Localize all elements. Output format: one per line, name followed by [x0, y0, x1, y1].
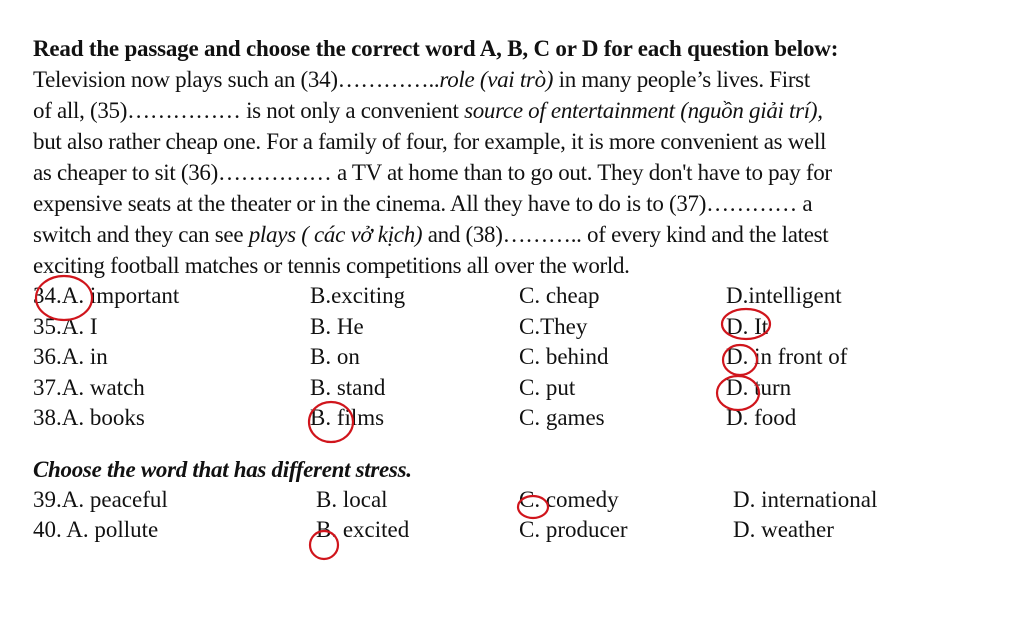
question-row-38	[33, 403, 1008, 434]
option-a: 37.A. watch	[33, 374, 145, 400]
passage-line-7: exciting football matches or tennis competitions all over the world.	[33, 253, 630, 278]
passage-line-4: as cheaper to sit (36)…………… a TV at home than to go out. They don't have to pay for	[33, 160, 832, 185]
option-d: D. food	[726, 405, 797, 430]
option-b: B. He	[310, 313, 364, 339]
option-d: D.intelligent	[726, 283, 842, 308]
passage-text: Television now plays such an (34)…………..	[33, 67, 440, 92]
option-b: B. on	[310, 344, 360, 369]
option-c: C. put	[519, 374, 576, 400]
option-d: D. weather	[733, 517, 834, 542]
option-c: C. producer	[519, 517, 628, 542]
option-c: C. games	[519, 405, 605, 430]
passage-text: of all, (35)…………… is not only a convenient	[33, 98, 465, 123]
option-b: B. films	[310, 405, 385, 430]
question-row-37	[33, 373, 1008, 404]
option-d: D. It	[726, 313, 769, 339]
passage-gloss: role (vai trò)	[439, 67, 554, 92]
option-c: C. behind	[519, 344, 609, 369]
option-b: B. stand	[310, 374, 386, 400]
passage-text: switch and they can see	[33, 222, 249, 247]
option-d: D. in front of	[726, 344, 848, 369]
passage-gloss: source of entertainment (nguồn giải trí),	[464, 98, 823, 123]
option-c: C. comedy	[519, 486, 619, 512]
question-row-36	[33, 342, 1008, 373]
option-a: 36.A. in	[33, 344, 108, 369]
question-row-39	[33, 485, 1008, 516]
passage-line-5: expensive seats at the theater or in the cinema. All they have to do is to (37)………… a	[33, 191, 813, 216]
option-d: D. international	[733, 486, 878, 512]
option-a: 34.A. important	[33, 283, 180, 308]
question-list	[33, 281, 1008, 434]
reading-passage	[33, 64, 1008, 281]
passage-line-1	[33, 64, 1008, 95]
option-a: 35.A. I	[33, 313, 98, 339]
question-row-35	[33, 312, 1008, 343]
stress-question-list	[33, 485, 1008, 546]
instruction-heading: Read the passage and choose the correct word A, B, C or D for each question below:	[33, 36, 839, 61]
passage-line-2	[33, 95, 1008, 126]
option-b: B.exciting	[310, 283, 406, 308]
option-a: 40. A. pollute	[33, 517, 159, 542]
option-c: C. cheap	[519, 283, 600, 308]
worksheet	[33, 33, 1008, 546]
option-a: 38.A. books	[33, 405, 145, 430]
option-b: B. excited	[316, 517, 410, 542]
passage-text: and (38)……….. of every kind and the latest	[422, 222, 829, 247]
passage-text: in many people’s lives. First	[553, 67, 810, 92]
option-a: 39.A. peaceful	[33, 486, 168, 512]
option-c: C.They	[519, 313, 588, 339]
passage-line-3: but also rather cheap one. For a family of four, for example, it is more convenient as well	[33, 129, 827, 154]
section-2-title: Choose the word that has different stress.	[33, 456, 412, 482]
question-row-40	[33, 515, 1008, 546]
option-d: D. turn	[726, 374, 792, 400]
passage-gloss: plays ( các vở kịch)	[248, 222, 423, 247]
question-row-34	[33, 281, 1008, 312]
option-b: B. local	[316, 486, 388, 512]
passage-line-6	[33, 219, 1008, 250]
